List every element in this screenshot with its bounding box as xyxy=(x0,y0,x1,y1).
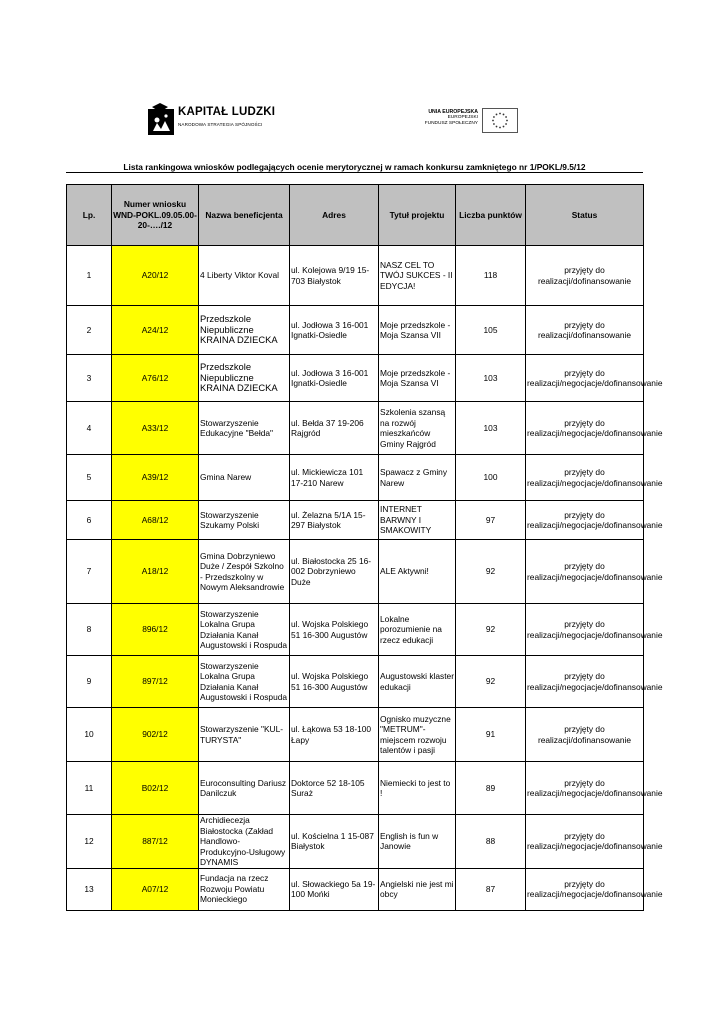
table-row xyxy=(67,604,644,656)
cell-liczba-punktow: 92 xyxy=(456,540,526,604)
cell-lp: 6 xyxy=(67,501,112,540)
cell-nazwa-beneficjenta: Archidiecezja Białostocka (Zakład Handlowo-Produkcyjno-Usługowy DYNAMIS xyxy=(199,815,290,869)
kapital-ludzki-logo xyxy=(146,103,276,135)
cell-adres: ul. Kościelna 1 15-087 Białystok xyxy=(290,815,379,869)
cell-liczba-punktow: 118 xyxy=(456,246,526,306)
cell-adres: ul. Białostocka 25 16-002 Dobrzyniewo Duże xyxy=(290,540,379,604)
header-adres: Adres xyxy=(290,185,379,246)
cell-status: przyjęty do realizacji/dofinansowanie xyxy=(526,306,644,355)
cell-nazwa-beneficjenta: Euroconsulting Dariusz Danilczuk xyxy=(199,762,290,815)
cell-liczba-punktow: 100 xyxy=(456,455,526,501)
eu-logo-line3: FUNDUSZ SPOŁECZNY xyxy=(424,121,478,126)
cell-adres: ul. Mickiewicza 101 17-210 Narew xyxy=(290,455,379,501)
cell-tytul-projektu: INTERNET BARWNY I SMAKOWITY xyxy=(379,501,456,540)
eu-star-icon xyxy=(496,126,498,128)
cell-status: przyjęty do realizacji/negocjacje/dofinansowanie xyxy=(526,355,644,402)
cell-status: przyjęty do realizacji/negocjacje/dofinansowanie xyxy=(526,402,644,455)
table-row xyxy=(67,355,644,402)
table-row xyxy=(67,306,644,355)
cell-liczba-punktow: 103 xyxy=(456,355,526,402)
kapital-ludzki-emblem-icon xyxy=(146,103,176,135)
eu-star-icon xyxy=(505,123,507,125)
eu-star-icon xyxy=(505,116,507,118)
table-row xyxy=(67,868,644,910)
eu-star-icon xyxy=(503,126,505,128)
cell-lp: 9 xyxy=(67,656,112,708)
cell-status: przyjęty do realizacji/negocjacje/dofinansowanie xyxy=(526,540,644,604)
eu-star-icon xyxy=(496,114,498,116)
cell-numer-wniosku: A18/12 xyxy=(112,540,199,604)
header-numer-wniosku: Numer wniosku WND-POKL.09.05.00-20-…./12 xyxy=(112,185,199,246)
cell-tytul-projektu: Ognisko muzyczne "METRUM"- miejscem rozwoju talentów i pasji xyxy=(379,708,456,762)
cell-nazwa-beneficjenta: Gmina Narew xyxy=(199,455,290,501)
cell-adres: ul. Wojska Polskiego 51 16-300 Augustów xyxy=(290,656,379,708)
cell-tytul-projektu: Szkolenia szansą na rozwój mieszkańców Gminy Rajgród xyxy=(379,402,456,455)
cell-nazwa-beneficjenta: Fundacja na rzecz Rozwoju Powiatu Monieckiego xyxy=(199,868,290,910)
cell-status: przyjęty do realizacji/negocjacje/dofinansowanie xyxy=(526,656,644,708)
cell-numer-wniosku: A39/12 xyxy=(112,455,199,501)
cell-nazwa-beneficjenta: Przedszkole Niepubliczne KRAINA DZIECKA xyxy=(199,355,290,402)
cell-numer-wniosku: A76/12 xyxy=(112,355,199,402)
eu-star-icon xyxy=(493,123,495,125)
title-underline xyxy=(66,172,643,173)
ranking-table xyxy=(66,184,663,911)
table-row xyxy=(67,246,644,306)
table-header-row xyxy=(67,185,644,246)
cell-liczba-punktow: 89 xyxy=(456,762,526,815)
cell-liczba-punktow: 105 xyxy=(456,306,526,355)
cell-numer-wniosku: 902/12 xyxy=(112,708,199,762)
cell-status: przyjęty do realizacji/negocjacje/dofinansowanie xyxy=(526,455,644,501)
cell-status: przyjęty do realizacji/dofinansowanie xyxy=(526,246,644,306)
cell-tytul-projektu: Niemiecki to jest to ! xyxy=(379,762,456,815)
eu-logo-line1: UNIA EUROPEJSKA xyxy=(428,109,478,115)
cell-numer-wniosku: A68/12 xyxy=(112,501,199,540)
cell-status: przyjęty do realizacji/negocjacje/dofinansowanie xyxy=(526,815,644,869)
cell-adres: ul. Wojska Polskiego 51 16-300 Augustów xyxy=(290,604,379,656)
cell-nazwa-beneficjenta: Stowarzyszenie Szukamy Polski xyxy=(199,501,290,540)
table-row xyxy=(67,402,644,455)
header-liczba-punktow: Liczba punktów xyxy=(456,185,526,246)
cell-tytul-projektu: Spawacz z Gminy Narew xyxy=(379,455,456,501)
cell-nazwa-beneficjenta: Stowarzyszenie Lokalna Grupa Działania Kanał Augustowski i Rospuda xyxy=(199,604,290,656)
table-row xyxy=(67,762,644,815)
kapital-ludzki-subtitle: NARODOWA STRATEGIA SPÓJNOŚCI xyxy=(178,122,263,127)
cell-liczba-punktow: 91 xyxy=(456,708,526,762)
cell-nazwa-beneficjenta: Stowarzyszenie Edukacyjne "Bełda" xyxy=(199,402,290,455)
cell-numer-wniosku: 887/12 xyxy=(112,815,199,869)
cell-numer-wniosku: 897/12 xyxy=(112,656,199,708)
eu-logo-line2: EUROPEJSKI xyxy=(447,115,478,120)
document-title: Lista rankingowa wniosków podlegających ocenie merytorycznej w ramach konkursu zamkniętego nr 1/POKL/9.5/12 xyxy=(123,162,586,172)
cell-liczba-punktow: 88 xyxy=(456,815,526,869)
eu-star-icon xyxy=(506,120,508,122)
eu-star-icon xyxy=(499,127,501,129)
cell-numer-wniosku: 896/12 xyxy=(112,604,199,656)
cell-liczba-punktow: 92 xyxy=(456,604,526,656)
cell-nazwa-beneficjenta: Gmina Dobrzyniewo Duże / Zespół Szkolno - Przedszkolny w Nowym Aleksandrowie xyxy=(199,540,290,604)
cell-lp: 5 xyxy=(67,455,112,501)
cell-lp: 4 xyxy=(67,402,112,455)
cell-tytul-projektu: Augustowski klaster edukacji xyxy=(379,656,456,708)
cell-adres: ul. Jodłowa 3 16-001 Ignatki-Osiedle xyxy=(290,355,379,402)
table-row xyxy=(67,501,644,540)
cell-lp: 1 xyxy=(67,246,112,306)
cell-status: przyjęty do realizacji/negocjacje/dofinansowanie xyxy=(526,604,644,656)
cell-status: przyjęty do realizacji/dofinansowanie xyxy=(526,708,644,762)
eu-logo-text xyxy=(416,109,478,127)
cell-adres: ul. Łąkowa 53 18-100 Łapy xyxy=(290,708,379,762)
table-row xyxy=(67,540,644,604)
cell-adres: ul. Jodłowa 3 16-001 Ignatki-Osiedle xyxy=(290,306,379,355)
cell-lp: 11 xyxy=(67,762,112,815)
cell-nazwa-beneficjenta: 4 Liberty Viktor Koval xyxy=(199,246,290,306)
cell-status: przyjęty do realizacji/negocjacje/dofinansowanie xyxy=(526,868,644,910)
eu-star-icon xyxy=(499,113,501,115)
kapital-ludzki-title: KAPITAŁ LUDZKI xyxy=(178,106,276,118)
cell-numer-wniosku: A33/12 xyxy=(112,402,199,455)
cell-nazwa-beneficjenta: Stowarzyszenie "KUL-TURYSTA" xyxy=(199,708,290,762)
cell-nazwa-beneficjenta: Stowarzyszenie Lokalna Grupa Działania Kanał Augustowski i Rospuda xyxy=(199,656,290,708)
cell-tytul-projektu: Lokalne porozumienie na rzecz edukacji xyxy=(379,604,456,656)
cell-nazwa-beneficjenta: Przedszkole Niepubliczne KRAINA DZIECKA xyxy=(199,306,290,355)
cell-tytul-projektu: Moje przedszkole - Moja Szansa VII xyxy=(379,306,456,355)
cell-numer-wniosku: A20/12 xyxy=(112,246,199,306)
cell-lp: 3 xyxy=(67,355,112,402)
cell-lp: 10 xyxy=(67,708,112,762)
header-status: Status xyxy=(526,185,644,246)
cell-tytul-projektu: Angielski nie jest mi obcy xyxy=(379,868,456,910)
cell-numer-wniosku: A24/12 xyxy=(112,306,199,355)
cell-adres: ul. Kolejowa 9/19 15-703 Białystok xyxy=(290,246,379,306)
cell-liczba-punktow: 97 xyxy=(456,501,526,540)
cell-liczba-punktow: 92 xyxy=(456,656,526,708)
cell-adres: ul. Słowackiego 5a 19-100 Mońki xyxy=(290,868,379,910)
eu-star-icon xyxy=(493,116,495,118)
table-row xyxy=(67,708,644,762)
table-row xyxy=(67,815,644,869)
eu-logo xyxy=(416,108,520,132)
cell-adres: ul. Żelazna 5/1A 15-297 Białystok xyxy=(290,501,379,540)
cell-liczba-punktow: 103 xyxy=(456,402,526,455)
cell-tytul-projektu: NASZ CEL TO TWÓJ SUKCES - II EDYCJA! xyxy=(379,246,456,306)
cell-lp: 8 xyxy=(67,604,112,656)
header-nazwa-beneficjenta: Nazwa beneficjenta xyxy=(199,185,290,246)
cell-adres: ul. Bełda 37 19-206 Rajgród xyxy=(290,402,379,455)
cell-liczba-punktow: 87 xyxy=(456,868,526,910)
cell-adres: Doktorce 52 18-105 Suraż xyxy=(290,762,379,815)
cell-status: przyjęty do realizacji/negocjacje/dofinansowanie xyxy=(526,762,644,815)
table-row xyxy=(67,455,644,501)
cell-tytul-projektu: Moje przedszkole - Moja Szansa VI xyxy=(379,355,456,402)
cell-status: przyjęty do realizacji/negocjacje/dofinansowanie xyxy=(526,501,644,540)
cell-numer-wniosku: A07/12 xyxy=(112,868,199,910)
cell-lp: 7 xyxy=(67,540,112,604)
eu-star-icon xyxy=(503,114,505,116)
cell-lp: 2 xyxy=(67,306,112,355)
table-row xyxy=(67,656,644,708)
cell-lp: 12 xyxy=(67,815,112,869)
header-tytul-projektu: Tytuł projektu xyxy=(379,185,456,246)
eu-flag-icon xyxy=(482,108,518,133)
cell-numer-wniosku: B02/12 xyxy=(112,762,199,815)
header-lp: Lp. xyxy=(67,185,112,246)
eu-star-icon xyxy=(492,120,494,122)
cell-tytul-projektu: ALE Aktywni! xyxy=(379,540,456,604)
cell-tytul-projektu: English is fun w Janowie xyxy=(379,815,456,869)
cell-lp: 13 xyxy=(67,868,112,910)
